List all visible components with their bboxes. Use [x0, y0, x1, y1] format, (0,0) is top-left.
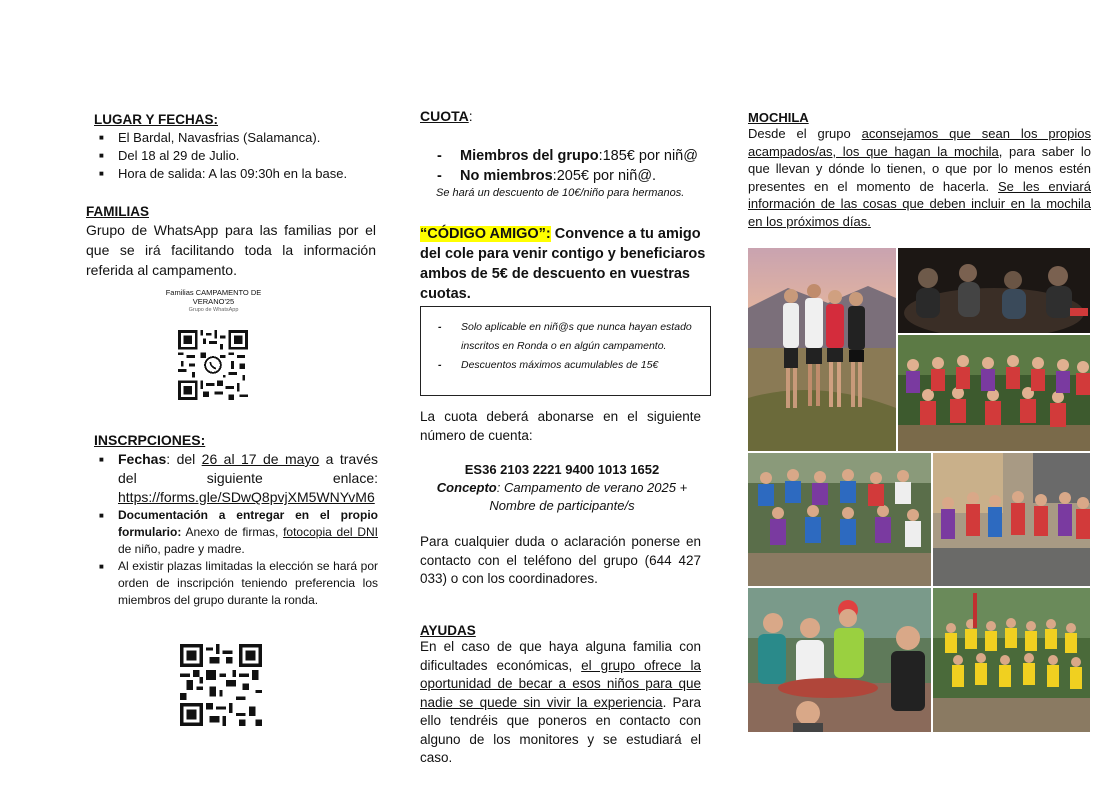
codigo-amigo-label: “CÓDIGO AMIGO”: — [420, 226, 551, 242]
whatsapp-group-subtitle: Grupo de WhatsApp — [188, 307, 239, 313]
whatsapp-group-title: Familias CAMPAMENTO DE VERANO'25 — [165, 288, 262, 306]
doc-bold: Documentación a entregar en el propio formulario: — [118, 508, 378, 539]
familias-section — [86, 204, 376, 280]
list-item — [94, 507, 378, 558]
list-item: ■ Del 18 al 29 de Julio. — [94, 147, 384, 165]
photo-collage — [748, 248, 1090, 732]
ayudas-section — [420, 623, 701, 768]
no-miembros-label: No miembros — [460, 168, 553, 184]
mochila-text — [748, 125, 1091, 230]
mochila-p2: , para saber lo que llevan y dónde lo tienen, o que por lo menos estén presentes en el momento de hacerla. — [748, 143, 1091, 194]
concepto — [420, 479, 704, 515]
no-miembros-price: :205€ por niñ@. — [552, 168, 657, 184]
codigo-amigo-text: Convence a tu amigo del cole para venir contigo y beneficiaros ambos de 5€ de descuento en vuestras cuotas. — [420, 226, 706, 302]
photo-group-blue — [748, 453, 931, 586]
mochila-u1: aconsejamos que sean los propios acampados/as, los que hagan la mochila — [748, 126, 1091, 159]
familias-text: Grupo de WhatsApp para las familias por el que se irá facilitando toda la información referida al campamento. — [86, 222, 376, 278]
form-link[interactable]: https://forms.gle/SDwQ8pvjXM5WNYvM6 — [118, 489, 375, 505]
codigo-amigo — [420, 224, 718, 304]
duda-text: Para cualquier duda o aclaración ponerse en contacto con el teléfono del grupo (644 427 033) o con los coordinadores. — [420, 534, 701, 586]
list-item — [94, 450, 378, 507]
familias-heading: FAMILIAS — [86, 204, 149, 219]
lugar-section — [94, 112, 384, 183]
ayudas-underlined: el grupo ofrece la oportunidad de becar a esos niños para que nadie se quede sin vivir la experiencia — [420, 657, 701, 710]
form-qr-code[interactable] — [180, 644, 262, 726]
cuota-heading-row — [420, 108, 473, 124]
mochila-section — [748, 110, 1091, 230]
ayudas-text — [420, 638, 701, 768]
fechas-sep: : del — [166, 451, 202, 467]
list-item — [420, 146, 716, 166]
payment-block — [420, 461, 704, 515]
miembros-price: :185€ por niñ@ — [598, 148, 698, 164]
ayudas-heading: AYUDAS — [420, 623, 476, 638]
ayudas-part2: . Para ello tendréis que poneros en contacto con alguno de los monitores y se estudiará el caso. — [420, 694, 701, 765]
concepto-text: : Campamento de verano 2025 + Nombre de participante/s — [489, 480, 688, 513]
inscripciones-list — [94, 450, 378, 609]
ayudas-part1: En el caso de que haya alguna familia con dificultades económicas, — [420, 639, 701, 673]
cuenta-text: La cuota deberá abonarse en el siguiente número de cuenta: — [420, 409, 701, 443]
descuento-note: Se hará un descuento de 10€/niño para hermanos. — [436, 187, 685, 199]
photo-night-group — [898, 248, 1090, 333]
photo-hikers-sunset — [748, 248, 896, 451]
doc-anexo: Anexo de firmas, — [181, 525, 284, 539]
fechas-label: Fechas — [118, 451, 167, 467]
concepto-label: Concepto — [436, 480, 497, 495]
lugar-list — [94, 129, 384, 183]
fechas-rest: a través del siguiente enlace: — [118, 451, 378, 486]
fechas-dates: 26 al 17 de mayo — [201, 451, 320, 467]
mochila-heading: MOCHILA — [748, 110, 809, 125]
inscripciones-section — [94, 432, 378, 609]
whatsapp-qr-code[interactable] — [178, 330, 248, 400]
photo-activity — [748, 588, 931, 732]
photo-group-forest — [898, 335, 1090, 451]
miembros-label: Miembros del grupo — [460, 148, 599, 164]
cuota-heading: CUOTA — [420, 108, 469, 124]
mochila-u2: Se les enviará información de las cosas que deben incluir en la mochila en los próximos días. — [748, 178, 1091, 229]
iban: ES36 2103 2221 9400 1013 1652 — [464, 462, 660, 477]
whatsapp-qr-block — [146, 288, 281, 313]
doc-fotocopia: fotocopia del DNI — [283, 525, 378, 539]
list-item: ■ Hora de salida: A las 09:30h en la base. — [94, 165, 384, 183]
list-item: - Solo aplicable en niñ@s que nunca hayan estado inscritos en Ronda o en algún campamento. — [421, 318, 702, 356]
cuota-list — [420, 146, 716, 186]
photo-group-yellow — [933, 588, 1090, 732]
mochila-p1: Desde el grupo — [748, 126, 862, 141]
lugar-heading: LUGAR Y FECHAS: — [94, 112, 219, 127]
cuota-colon: : — [468, 108, 473, 124]
doc-rest: de niño, padre y madre. — [118, 542, 245, 556]
photo-group-village — [933, 453, 1090, 586]
list-item: - Descuentos máximos acumulables de 15€ — [421, 356, 702, 375]
conditions-list — [421, 318, 702, 375]
conditions-box — [420, 306, 711, 396]
list-item: ■ El Bardal, Navasfrias (Salamanca). — [94, 129, 384, 147]
list-item: ■ Al existir plazas limitadas la elección se hará por orden de inscripción teniendo preferencia los miembros del grupo durante la ronda. — [94, 558, 378, 609]
list-item — [420, 166, 716, 186]
inscripciones-heading: INSCRPCIONES: — [94, 432, 206, 448]
